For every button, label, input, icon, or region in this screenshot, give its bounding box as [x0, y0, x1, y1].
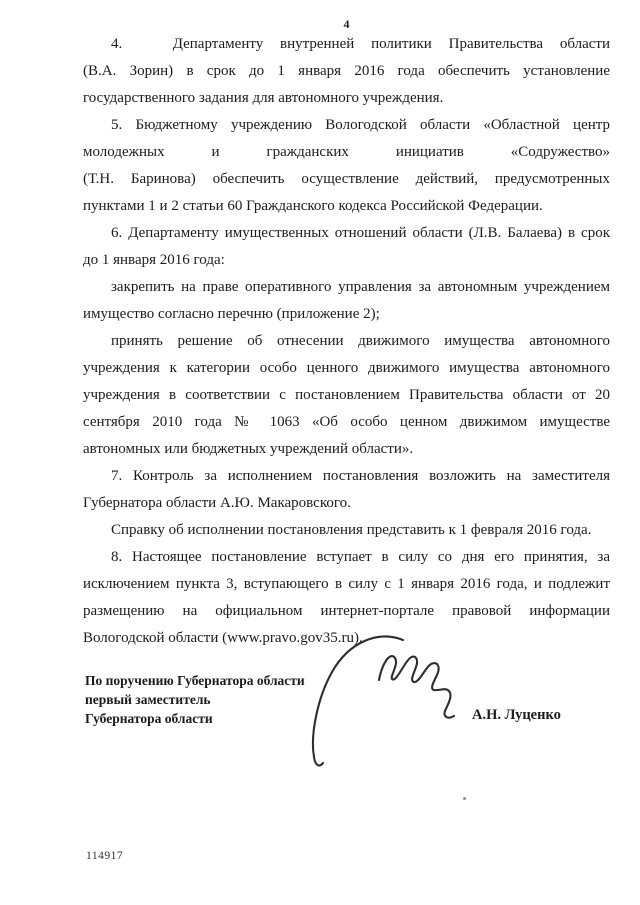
text-line: (В.А. Зорин) в срок до 1 января 2016 года обеспечить установление: [83, 63, 610, 79]
scan-speck: [463, 797, 466, 800]
text-line: исключением пункта 3, вступающего в силу с 1 января 2016 года, и подлежит: [83, 576, 610, 592]
document-body: [83, 31, 610, 652]
text-line: 7. Контроль за исполнением постановления возложить на заместителя: [111, 468, 610, 484]
text-line: имущество согласно перечню (приложение 2);: [83, 306, 380, 322]
signature-block-line: По поручению Губернатора области: [85, 673, 305, 688]
signature-block-line: первый заместитель: [85, 692, 211, 707]
text-line: государственного задания для автономного учреждения.: [83, 90, 444, 106]
text-line: 6. Департаменту имущественных отношений области (Л.В. Балаева) в срок: [111, 225, 610, 241]
text-line: Губернатора области А.Ю. Макаровского.: [83, 495, 351, 511]
document-number: 114917: [86, 850, 124, 862]
text-line: закрепить на праве оперативного управления за автономным учреждением: [111, 279, 610, 295]
text-line: 8. Настоящее постановление вступает в силу со дня его принятия, за: [111, 549, 610, 565]
text-line: размещению на официальном интернет-портале правовой информации: [83, 603, 610, 619]
text-line: принять решение об отнесении движимого имущества автономного: [111, 333, 610, 349]
text-line: пунктами 1 и 2 статьи 60 Гражданского кодекса Российской Федерации.: [83, 198, 543, 214]
text-line: 4. Департаменту внутренней политики Правительства области: [111, 36, 610, 52]
page-number: 4: [343, 17, 350, 31]
text-line: молодежных и гражданских инициатив «Содружество»: [83, 144, 610, 160]
text-line: 5. Бюджетному учреждению Вологодской области «Областной центр: [111, 117, 610, 133]
text-line: учреждения в соответствии с постановлением Правительства области от 20: [83, 387, 610, 403]
paragraph: [83, 544, 610, 652]
signature-block-line: Губернатора области: [85, 711, 213, 726]
signature-block: [85, 671, 305, 728]
signer-name: А.Н. Луценко: [472, 707, 561, 723]
text-line: автономных или бюджетных учреждений области».: [83, 441, 414, 457]
text-line: учреждения к категории особо ценного движимого имущества автономного: [83, 360, 610, 376]
paragraph: [83, 112, 610, 220]
paragraph: [83, 220, 610, 274]
text-line: до 1 января 2016 года:: [83, 252, 225, 268]
paragraph: [83, 517, 610, 544]
text-line: (Т.Н. Баринова) обеспечить осуществление действий, предусмотренных: [83, 171, 610, 187]
text-line: Справку об исполнении постановления представить к 1 февраля 2016 года.: [111, 522, 592, 538]
paragraph: [83, 463, 610, 517]
paragraph: [83, 328, 610, 463]
text-line: сентября 2010 года № 1063 «Об особо ценном движимом имуществе: [83, 414, 610, 430]
paragraph: [83, 31, 610, 112]
text-line: Вологодской области (www.pravo.gov35.ru).: [83, 630, 363, 646]
paragraph: [83, 274, 610, 328]
